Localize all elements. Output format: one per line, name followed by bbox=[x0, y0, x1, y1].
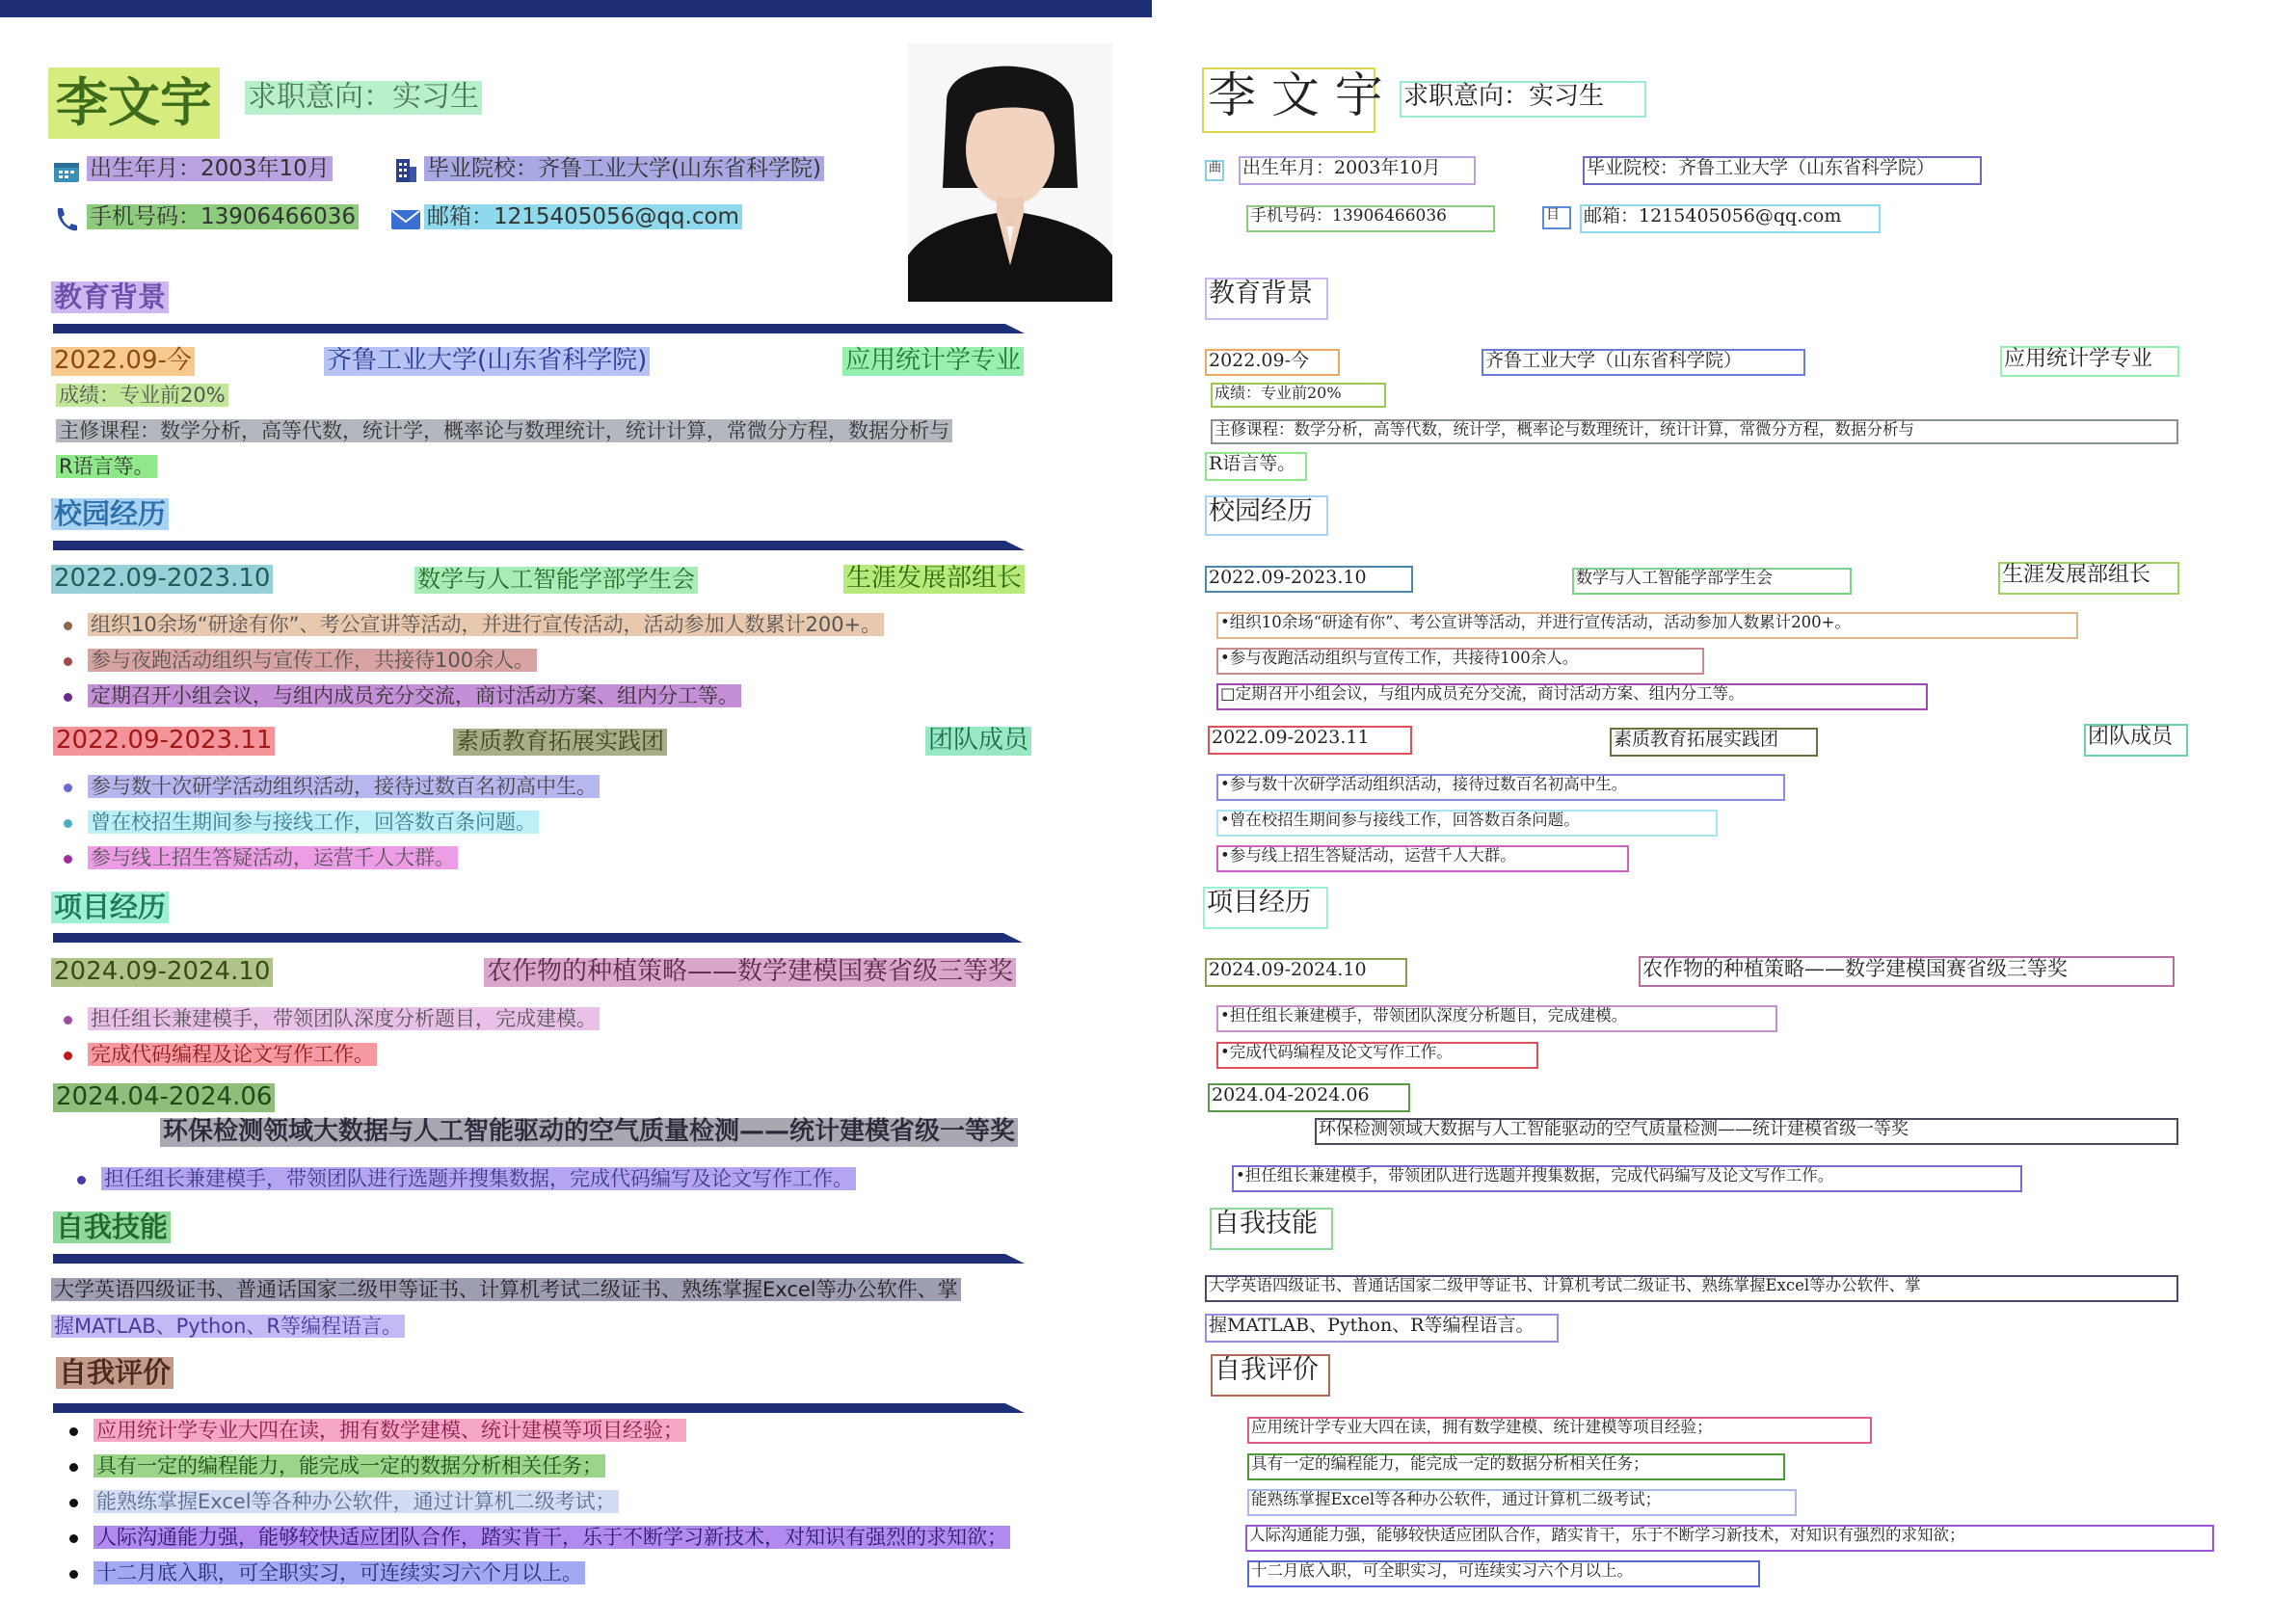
edu-date: 2022.09-今 bbox=[51, 347, 195, 376]
list-item: 参与夜跑活动组织与宣传工作，共接待100余人。 bbox=[64, 649, 537, 672]
bullet bbox=[64, 819, 72, 828]
campus-role-1: 生涯发展部组长 bbox=[843, 565, 1025, 594]
name-title: 李文宇 bbox=[48, 67, 220, 139]
job-intent: 求职意向：实习生 bbox=[245, 81, 482, 115]
r-c1-item3: □定期召开小组会议，与组内成员充分交流，商讨活动方案、组内分工等。 bbox=[1216, 683, 1928, 710]
r-eval3: 能熟练掌握Excel等各种办公软件，通过计算机二级考试； bbox=[1247, 1489, 1797, 1516]
r-skills1: 大学英语四级证书、普通话国家二级甲等证书、计算机考试二级证书、熟练掌握Excel等办公软件、掌 bbox=[1205, 1275, 2178, 1302]
r-c2-item3: •参与线上招生答疑活动，运营千人大群。 bbox=[1216, 845, 1629, 872]
r-edu-score: 成绩：专业前20% bbox=[1211, 383, 1386, 408]
section-title-project: 项目经历 bbox=[51, 892, 169, 923]
r-skills2: 握MATLAB、Python、R等编程语言。 bbox=[1205, 1314, 1559, 1343]
mail-icon bbox=[390, 208, 421, 231]
list-item: 能熟练掌握Excel等各种办公软件，通过计算机二级考试； bbox=[69, 1490, 619, 1513]
section-divider bbox=[53, 933, 1023, 943]
skills-line2: 握MATLAB、Python、R等编程语言。 bbox=[51, 1315, 405, 1338]
bullet bbox=[69, 1427, 78, 1436]
bullet bbox=[69, 1570, 78, 1579]
r-edu-school: 齐鲁工业大学（山东省科学院） bbox=[1482, 349, 1805, 376]
r-edu-date: 2022.09-今 bbox=[1205, 349, 1340, 376]
r-section-skills: 自我技能 bbox=[1210, 1208, 1333, 1250]
r-phone: 手机号码：13906466036 bbox=[1246, 205, 1495, 232]
r-section-evaluation: 自我评价 bbox=[1211, 1354, 1330, 1397]
project-title-1: 农作物的种植策略——数学建模国赛省级三等奖 bbox=[484, 958, 1016, 987]
r-edu-courses1: 主修课程：数学分析，高等代数，统计学，概率论与数理统计，统计计算，常微分方程，数据分析与 bbox=[1211, 419, 2178, 444]
edu-courses-line2: R语言等。 bbox=[56, 455, 157, 478]
section-divider bbox=[53, 541, 1025, 550]
email-address: 邮箱：1215405056@qq.com bbox=[424, 204, 742, 229]
r-p1-title: 农作物的种植策略——数学建模国赛省级三等奖 bbox=[1639, 956, 2175, 987]
r-c2-item1: •参与数十次研学活动组织活动，接待过数百名初高中生。 bbox=[1216, 774, 1785, 801]
profile-photo bbox=[908, 43, 1112, 302]
phone-number: 手机号码：13906466036 bbox=[87, 204, 359, 229]
r-c1-org: 数学与人工智能学部学生会 bbox=[1572, 568, 1852, 595]
layout-regions bbox=[1152, 0, 2296, 1624]
section-title-evaluation: 自我评价 bbox=[56, 1357, 174, 1389]
list-item: 曾在校招生期间参与接线工作，回答数百条问题。 bbox=[64, 811, 539, 834]
list-item: 参与数十次研学活动组织活动，接待过数百名初高中生。 bbox=[64, 775, 600, 798]
bullet bbox=[64, 657, 72, 666]
calendar-icon bbox=[53, 160, 80, 183]
bullet bbox=[64, 693, 72, 702]
edu-school: 齐鲁工业大学(山东省科学院) bbox=[324, 347, 650, 376]
r-c1-date: 2022.09-2023.10 bbox=[1205, 566, 1413, 593]
edu-courses-line1: 主修课程：数学分析，高等代数，统计学，概率论与数理统计，统计计算，常微分方程，数据分析与 bbox=[56, 419, 952, 442]
r-name: 李 文 宇 bbox=[1202, 67, 1375, 133]
r-section-campus: 校园经历 bbox=[1205, 495, 1328, 536]
r-eval4: 人际沟通能力强，能够较快适应团队合作，踏实肯干，乐于不断学习新技术，对知识有强烈的求知欲； bbox=[1245, 1525, 2214, 1552]
list-item: 参与线上招生答疑活动，运营千人大群。 bbox=[64, 846, 458, 869]
bullet bbox=[64, 622, 72, 630]
r-calendar-icon: 曲 bbox=[1205, 160, 1224, 181]
r-p1-item1: •担任组长兼建模手，带领团队深度分析题目，完成建模。 bbox=[1216, 1005, 1777, 1032]
r-email: 邮箱：1215405056@qq.com bbox=[1580, 204, 1881, 233]
top-banner bbox=[0, 0, 1152, 17]
r-c2-org: 素质教育拓展实践团 bbox=[1610, 728, 1818, 757]
bullet bbox=[64, 1016, 72, 1025]
school-info: 毕业院校：齐鲁工业大学(山东省科学院) bbox=[424, 156, 824, 181]
r-c1-item1: •组织10余场“研途有你”、考公宣讲等活动，并进行宣传活动，活动参加人数累计200+。 bbox=[1216, 612, 2078, 639]
campus-org-1: 数学与人工智能学部学生会 bbox=[414, 567, 698, 594]
campus-date-1: 2022.09-2023.10 bbox=[51, 565, 273, 594]
campus-date-2: 2022.09-2023.11 bbox=[53, 727, 275, 756]
r-c2-role: 团队成员 bbox=[2084, 724, 2188, 757]
r-c1-item2: •参与夜跑活动组织与宣传工作，共接待100余人。 bbox=[1216, 648, 1704, 675]
section-divider bbox=[53, 324, 1025, 333]
edu-major: 应用统计学专业 bbox=[842, 347, 1024, 376]
edu-score: 成绩：专业前20% bbox=[56, 384, 228, 407]
r-section-education: 教育背景 bbox=[1205, 278, 1328, 320]
bullet bbox=[64, 1052, 72, 1060]
bullet bbox=[64, 784, 72, 792]
r-p2-item1: •担任组长兼建模手，带领团队进行选题并搜集数据，完成代码编写及论文写作工作。 bbox=[1232, 1165, 2022, 1192]
project-date-1: 2024.09-2024.10 bbox=[51, 958, 273, 987]
section-title-campus: 校园经历 bbox=[51, 498, 169, 530]
r-p2-title: 环保检测领域大数据与人工智能驱动的空气质量检测——统计建模省级一等奖 bbox=[1315, 1118, 2178, 1145]
r-eval5: 十二月底入职，可全职实习，可连续实习六个月以上。 bbox=[1247, 1560, 1760, 1587]
project-date-2: 2024.04-2024.06 bbox=[53, 1083, 275, 1112]
bullet bbox=[69, 1463, 78, 1472]
r-p1-date: 2024.09-2024.10 bbox=[1205, 958, 1407, 987]
phone-icon bbox=[53, 206, 78, 233]
r-c2-date: 2022.09-2023.11 bbox=[1208, 726, 1412, 755]
campus-role-2: 团队成员 bbox=[925, 727, 1031, 756]
r-edu-major: 应用统计学专业 bbox=[2000, 346, 2179, 377]
skills-line1: 大学英语四级证书、普通话国家二级甲等证书、计算机考试二级证书、熟练掌握Excel等办公软件、掌 bbox=[51, 1278, 961, 1301]
birth-date: 出生年月：2003年10月 bbox=[87, 156, 333, 181]
list-item: 定期召开小组会议，与组内成员充分交流，商讨活动方案、组内分工等。 bbox=[64, 684, 741, 707]
r-eval1: 应用统计学专业大四在读，拥有数学建模、统计建模等项目经验； bbox=[1247, 1417, 1872, 1444]
r-mail-icon: 目 bbox=[1542, 206, 1571, 229]
r-school: 毕业院校：齐鲁工业大学（山东省科学院） bbox=[1583, 156, 1982, 185]
project-title-2: 环保检测领域大数据与人工智能驱动的空气质量检测——统计建模省级一等奖 bbox=[160, 1118, 1018, 1147]
list-item: 组织10余场“研途有你”、考公宣讲等活动，并进行宣传活动，活动参加人数累计200+。 bbox=[64, 613, 884, 636]
list-item: 十二月底入职，可全职实习，可连续实习六个月以上。 bbox=[69, 1561, 585, 1584]
building-icon bbox=[393, 157, 418, 184]
bullet bbox=[77, 1176, 86, 1185]
r-job-intent: 求职意向：实习生 bbox=[1400, 81, 1646, 118]
bullet bbox=[64, 855, 72, 864]
list-item: 完成代码编程及论文写作工作。 bbox=[64, 1043, 377, 1066]
section-divider bbox=[53, 1403, 1025, 1413]
list-item: 应用统计学专业大四在读，拥有数学建模、统计建模等项目经验； bbox=[69, 1419, 686, 1442]
r-section-project: 项目经历 bbox=[1203, 887, 1328, 929]
r-birth: 出生年月：2003年10月 bbox=[1239, 156, 1476, 185]
list-item: 担任组长兼建模手，带领团队深度分析题目，完成建模。 bbox=[64, 1007, 600, 1030]
r-p1-item2: •完成代码编程及论文写作工作。 bbox=[1216, 1042, 1538, 1069]
r-edu-courses2: R语言等。 bbox=[1205, 452, 1307, 481]
r-p2-date: 2024.04-2024.06 bbox=[1208, 1083, 1410, 1112]
list-item: 担任组长兼建模手，带领团队进行选题并搜集数据，完成代码编写及论文写作工作。 bbox=[77, 1167, 856, 1190]
r-eval2: 具有一定的编程能力，能完成一定的数据分析相关任务； bbox=[1247, 1453, 1785, 1480]
r-c2-item2: •曾在校招生期间参与接线工作，回答数百条问题。 bbox=[1216, 810, 1718, 837]
list-item: 人际沟通能力强，能够较快适应团队合作，踏实肯干，乐于不断学习新技术，对知识有强烈的求知欲； bbox=[69, 1526, 1010, 1549]
r-c1-role: 生涯发展部组长 bbox=[1998, 562, 2179, 595]
list-item: 具有一定的编程能力，能完成一定的数据分析相关任务； bbox=[69, 1454, 605, 1478]
bullet bbox=[69, 1499, 78, 1507]
section-title-skills: 自我技能 bbox=[53, 1211, 171, 1243]
section-title-education: 教育背景 bbox=[51, 281, 169, 313]
campus-org-2: 素质教育拓展实践团 bbox=[453, 729, 667, 756]
bullet bbox=[69, 1534, 78, 1543]
section-divider bbox=[53, 1254, 1025, 1264]
